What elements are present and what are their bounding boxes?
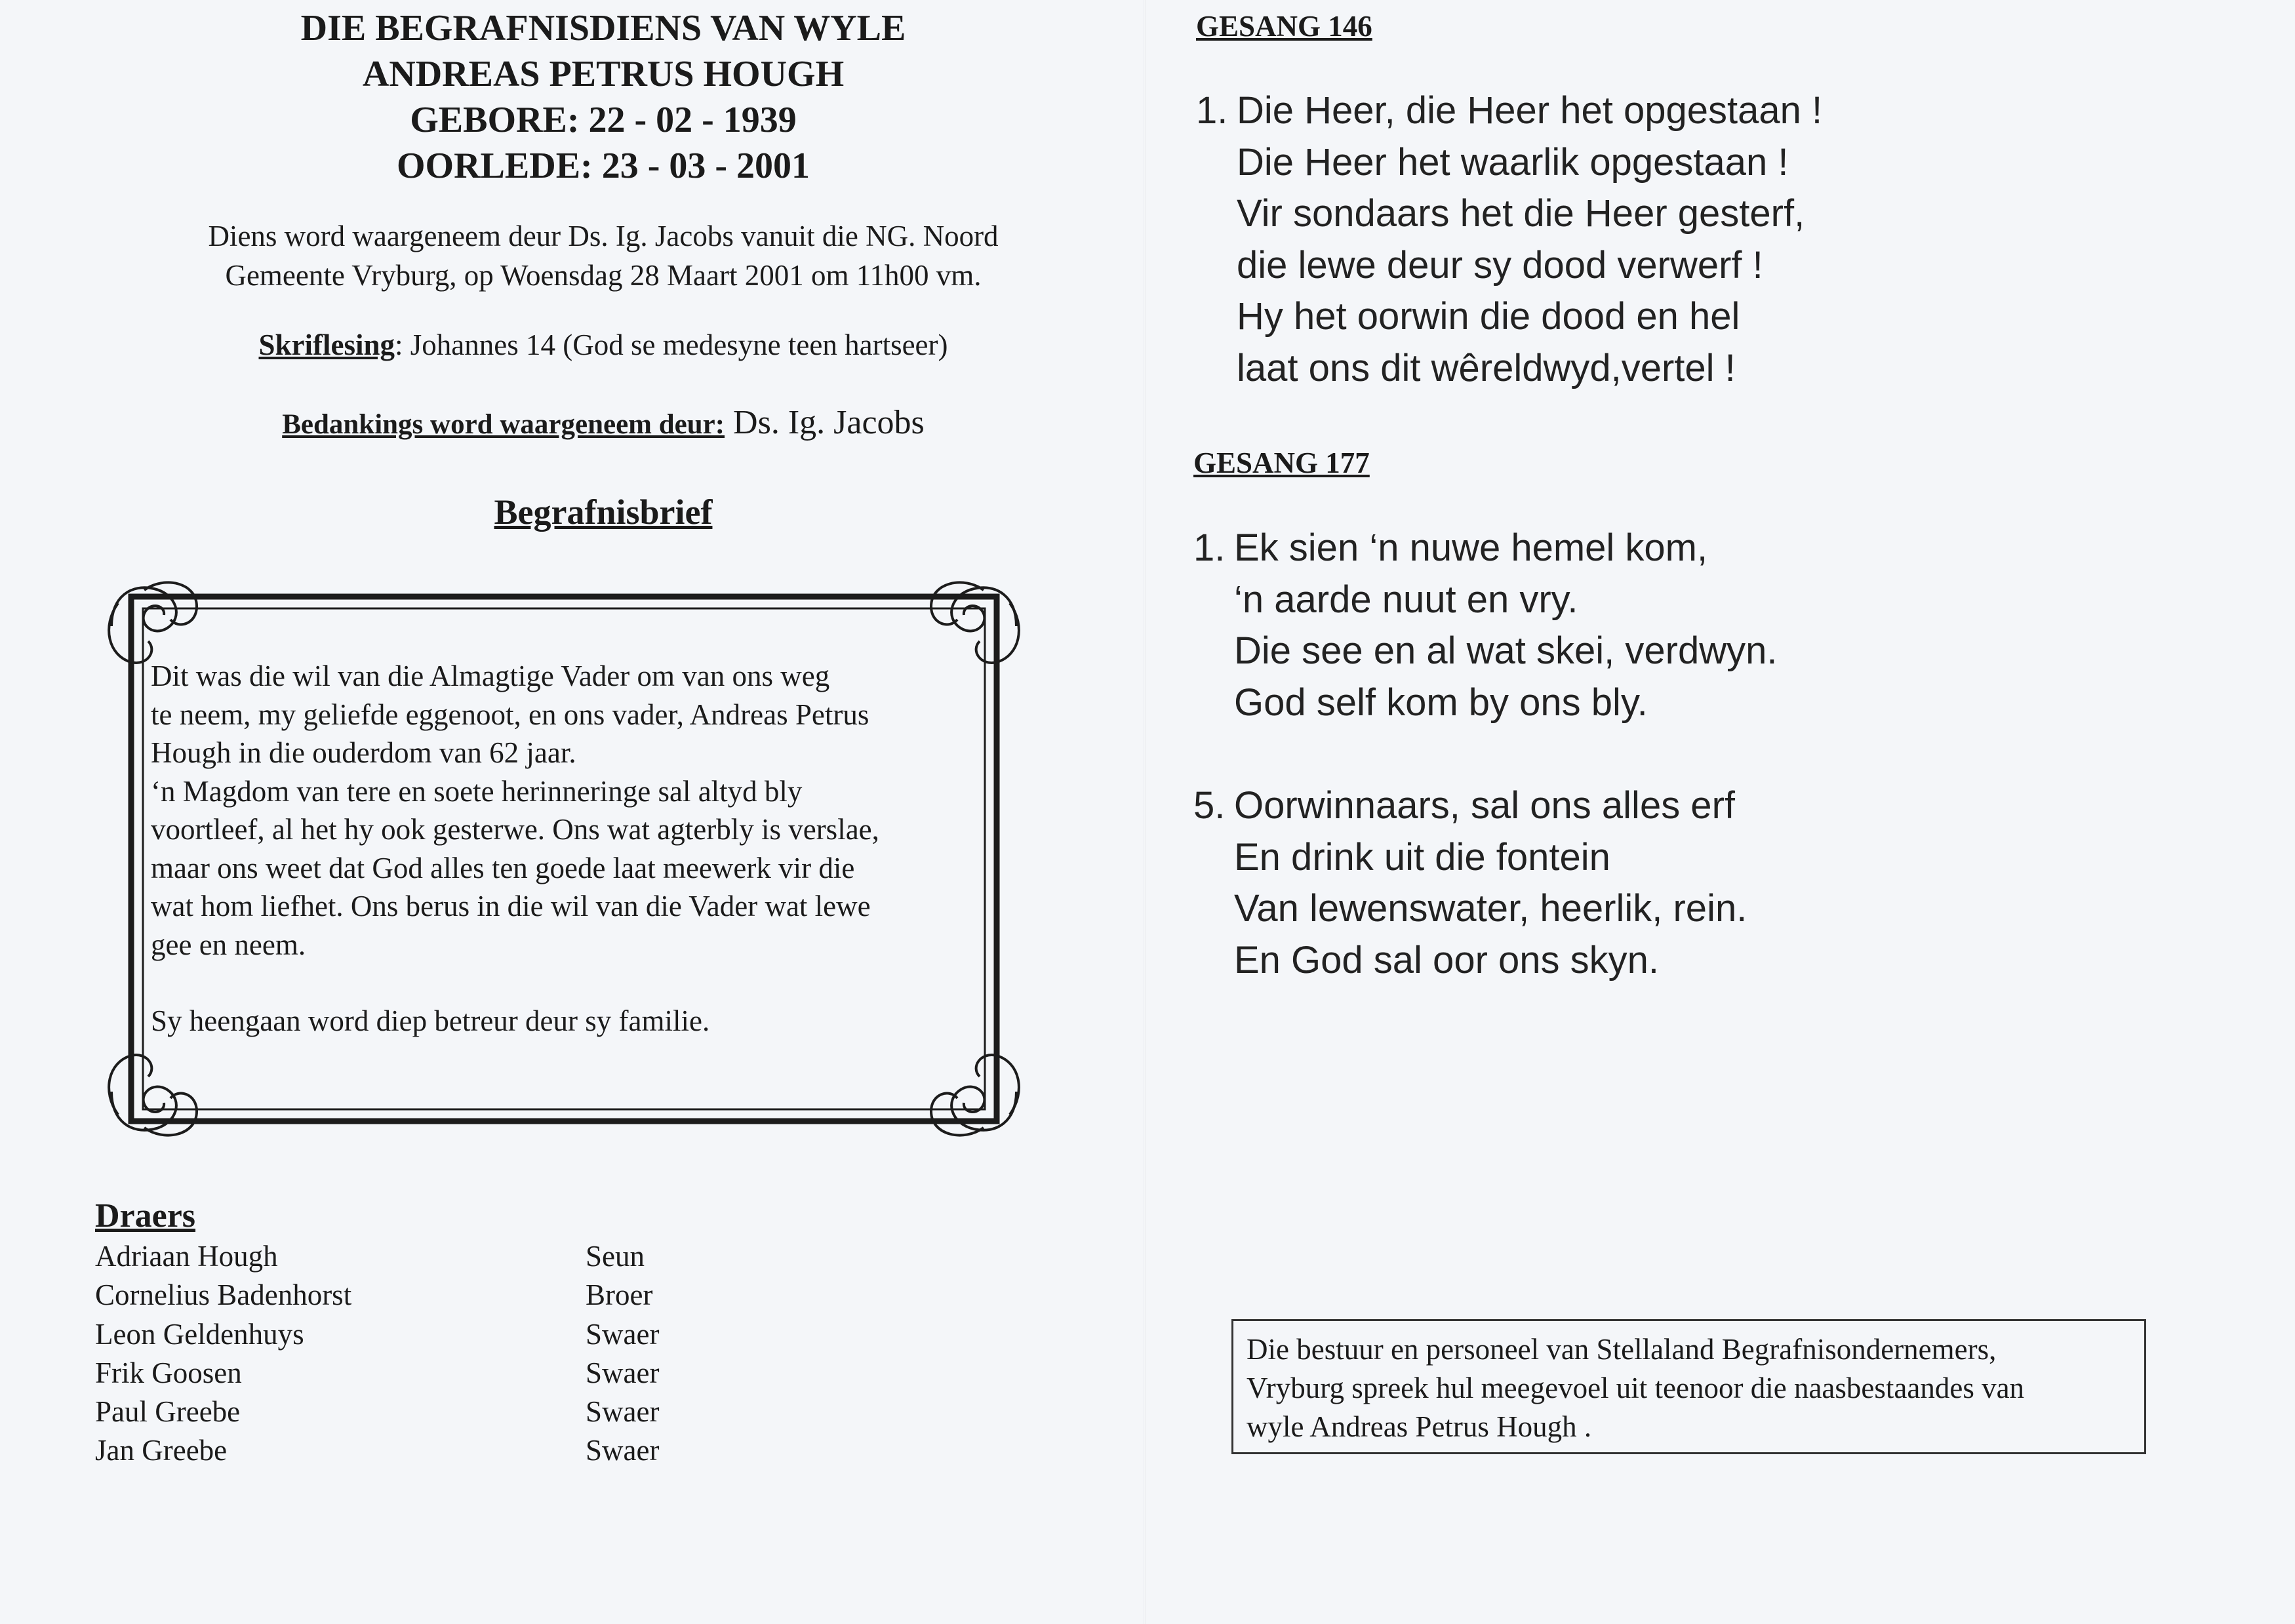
condolence-line-1: Die bestuur en personeel van Stellaland Begrafnisondernemers,	[1247, 1333, 1997, 1366]
hymn-177-verse-1	[1193, 523, 1777, 728]
condolence-line-3: wyle Andreas Petrus Hough .	[1247, 1410, 1592, 1443]
bearer-relation: Swaer	[586, 1434, 660, 1467]
service-line-2: Gemeente Vryburg, op Woensdag 28 Maart 2001 om 11h00 vm.	[225, 259, 982, 292]
letter-line-5: voortleef, al het hy ook gesterwe. Ons wat agterbly is verslae,	[151, 813, 879, 846]
verse-number: 5.	[1193, 784, 1226, 827]
scripture-text: : Johannes 14 (God se medesyne teen hartseer)	[395, 328, 948, 361]
bearer-relation: Broer	[586, 1278, 653, 1312]
title-line-2: ANDREAS PETRUS HOUGH	[362, 54, 845, 94]
bearer-relation: Seun	[586, 1240, 645, 1273]
verse-line: die lewe deur sy dood verwerf !	[1237, 243, 1763, 287]
hymn-146-verse-1	[1196, 85, 1822, 394]
bearer-row	[95, 1317, 751, 1356]
bearer-name: Cornelius Badenhorst	[95, 1278, 352, 1312]
letter-line-8: gee en neem.	[151, 928, 306, 961]
letter-line-7: wat hom liefhet. Ons berus in die wil van die Vader wat lewe	[151, 890, 871, 922]
verse-line: Vir sondaars het die Heer gesterf,	[1237, 192, 1805, 235]
hymn-177-verse-5	[1193, 780, 1747, 986]
verse-line: En God sal oor ons skyn.	[1234, 938, 1659, 981]
letter-line-4: ‘n Magdom van tere en soete herinneringe sal altyd bly	[151, 774, 803, 808]
scripture-label: Skriflesing	[258, 328, 395, 361]
verse-line: Die Heer, die Heer het opgestaan !	[1237, 89, 1823, 132]
left-panel	[0, 0, 1144, 1624]
hymn-146-title: GESANG 146	[1196, 10, 1372, 43]
condolence-box	[1231, 1319, 2146, 1454]
thanks-label: Bedankings word waargeneem deur:	[282, 409, 725, 440]
bearer-name: Jan Greebe	[95, 1434, 228, 1467]
condolence-line-2: Vryburg spreek hul meegevoel uit teenoor die naasbestaandes van	[1247, 1372, 2025, 1404]
scripture-reading	[79, 328, 1128, 362]
bearer-row	[95, 1239, 751, 1278]
bearers-list	[95, 1239, 751, 1473]
verse-line: Oorwinnaars, sal ons alles erf	[1234, 784, 1735, 827]
bearer-name: Frik Goosen	[95, 1356, 242, 1389]
bearer-name: Leon Geldenhuys	[95, 1317, 304, 1351]
letter-line-2: te neem, my geliefde eggenoot, en ons vader, Andreas Petrus	[151, 698, 869, 731]
title-block	[79, 5, 1128, 189]
bearer-relation: Swaer	[586, 1317, 660, 1351]
brief-heading: Begrafnisbrief	[494, 492, 713, 532]
hymn-177-title: GESANG 177	[1193, 446, 1370, 479]
bearer-row	[95, 1395, 751, 1433]
verse-number: 1.	[1193, 526, 1226, 569]
thanks-value: Ds. Ig. Jacobs	[725, 404, 925, 441]
verse-line: Hy het oorwin die dood en hel	[1237, 295, 1740, 338]
title-line-4: OORLEDE: 23 - 03 - 2001	[397, 146, 810, 186]
service-details	[79, 216, 1128, 295]
thanks-line	[79, 403, 1128, 442]
verse-line: God self kom by ons bly.	[1234, 681, 1648, 724]
verse-line: Ek sien ‘n nuwe hemel kom,	[1234, 526, 1708, 569]
verse-line: Die Heer het waarlik opgestaan !	[1237, 140, 1789, 184]
bearer-relation: Swaer	[586, 1395, 660, 1429]
letter-line-6: maar ons weet dat God alles ten goede laat meewerk vir die	[151, 851, 855, 884]
verse-line: Van lewenswater, heerlik, rein.	[1234, 887, 1747, 930]
title-line-3: GEBORE: 22 - 02 - 1939	[410, 100, 797, 140]
bearer-row	[95, 1356, 751, 1395]
verse-line: Die see en al wat skei, verdwyn.	[1234, 629, 1778, 672]
letter-closing: Sy heengaan word diep betreur deur sy familie.	[151, 1004, 710, 1037]
funeral-letter	[151, 657, 984, 1040]
verse-line: ‘n aarde nuut en vry.	[1234, 578, 1578, 621]
letter-line-1: Dit was die wil van die Almagtige Vader om van ons weg	[151, 660, 830, 692]
bearer-row	[95, 1278, 751, 1317]
service-line-1: Diens word waargeneem deur Ds. Ig. Jacobs vanuit die NG. Noord	[208, 220, 999, 252]
bearers-title: Draers	[95, 1197, 196, 1235]
bearer-name: Paul Greebe	[95, 1395, 241, 1429]
verse-number: 1.	[1196, 89, 1228, 132]
bearer-row	[95, 1433, 751, 1472]
title-line-1: DIE BEGRAFNISDIENS VAN WYLE	[300, 8, 906, 49]
bearer-relation: Swaer	[586, 1356, 660, 1389]
bearer-name: Adriaan Hough	[95, 1240, 278, 1273]
verse-line: laat ons dit wêreldwyd,vertel !	[1237, 346, 1736, 389]
letter-line-3: Hough in die ouderdom van 62 jaar.	[151, 736, 576, 769]
verse-line: En drink uit die fontein	[1234, 835, 1610, 879]
